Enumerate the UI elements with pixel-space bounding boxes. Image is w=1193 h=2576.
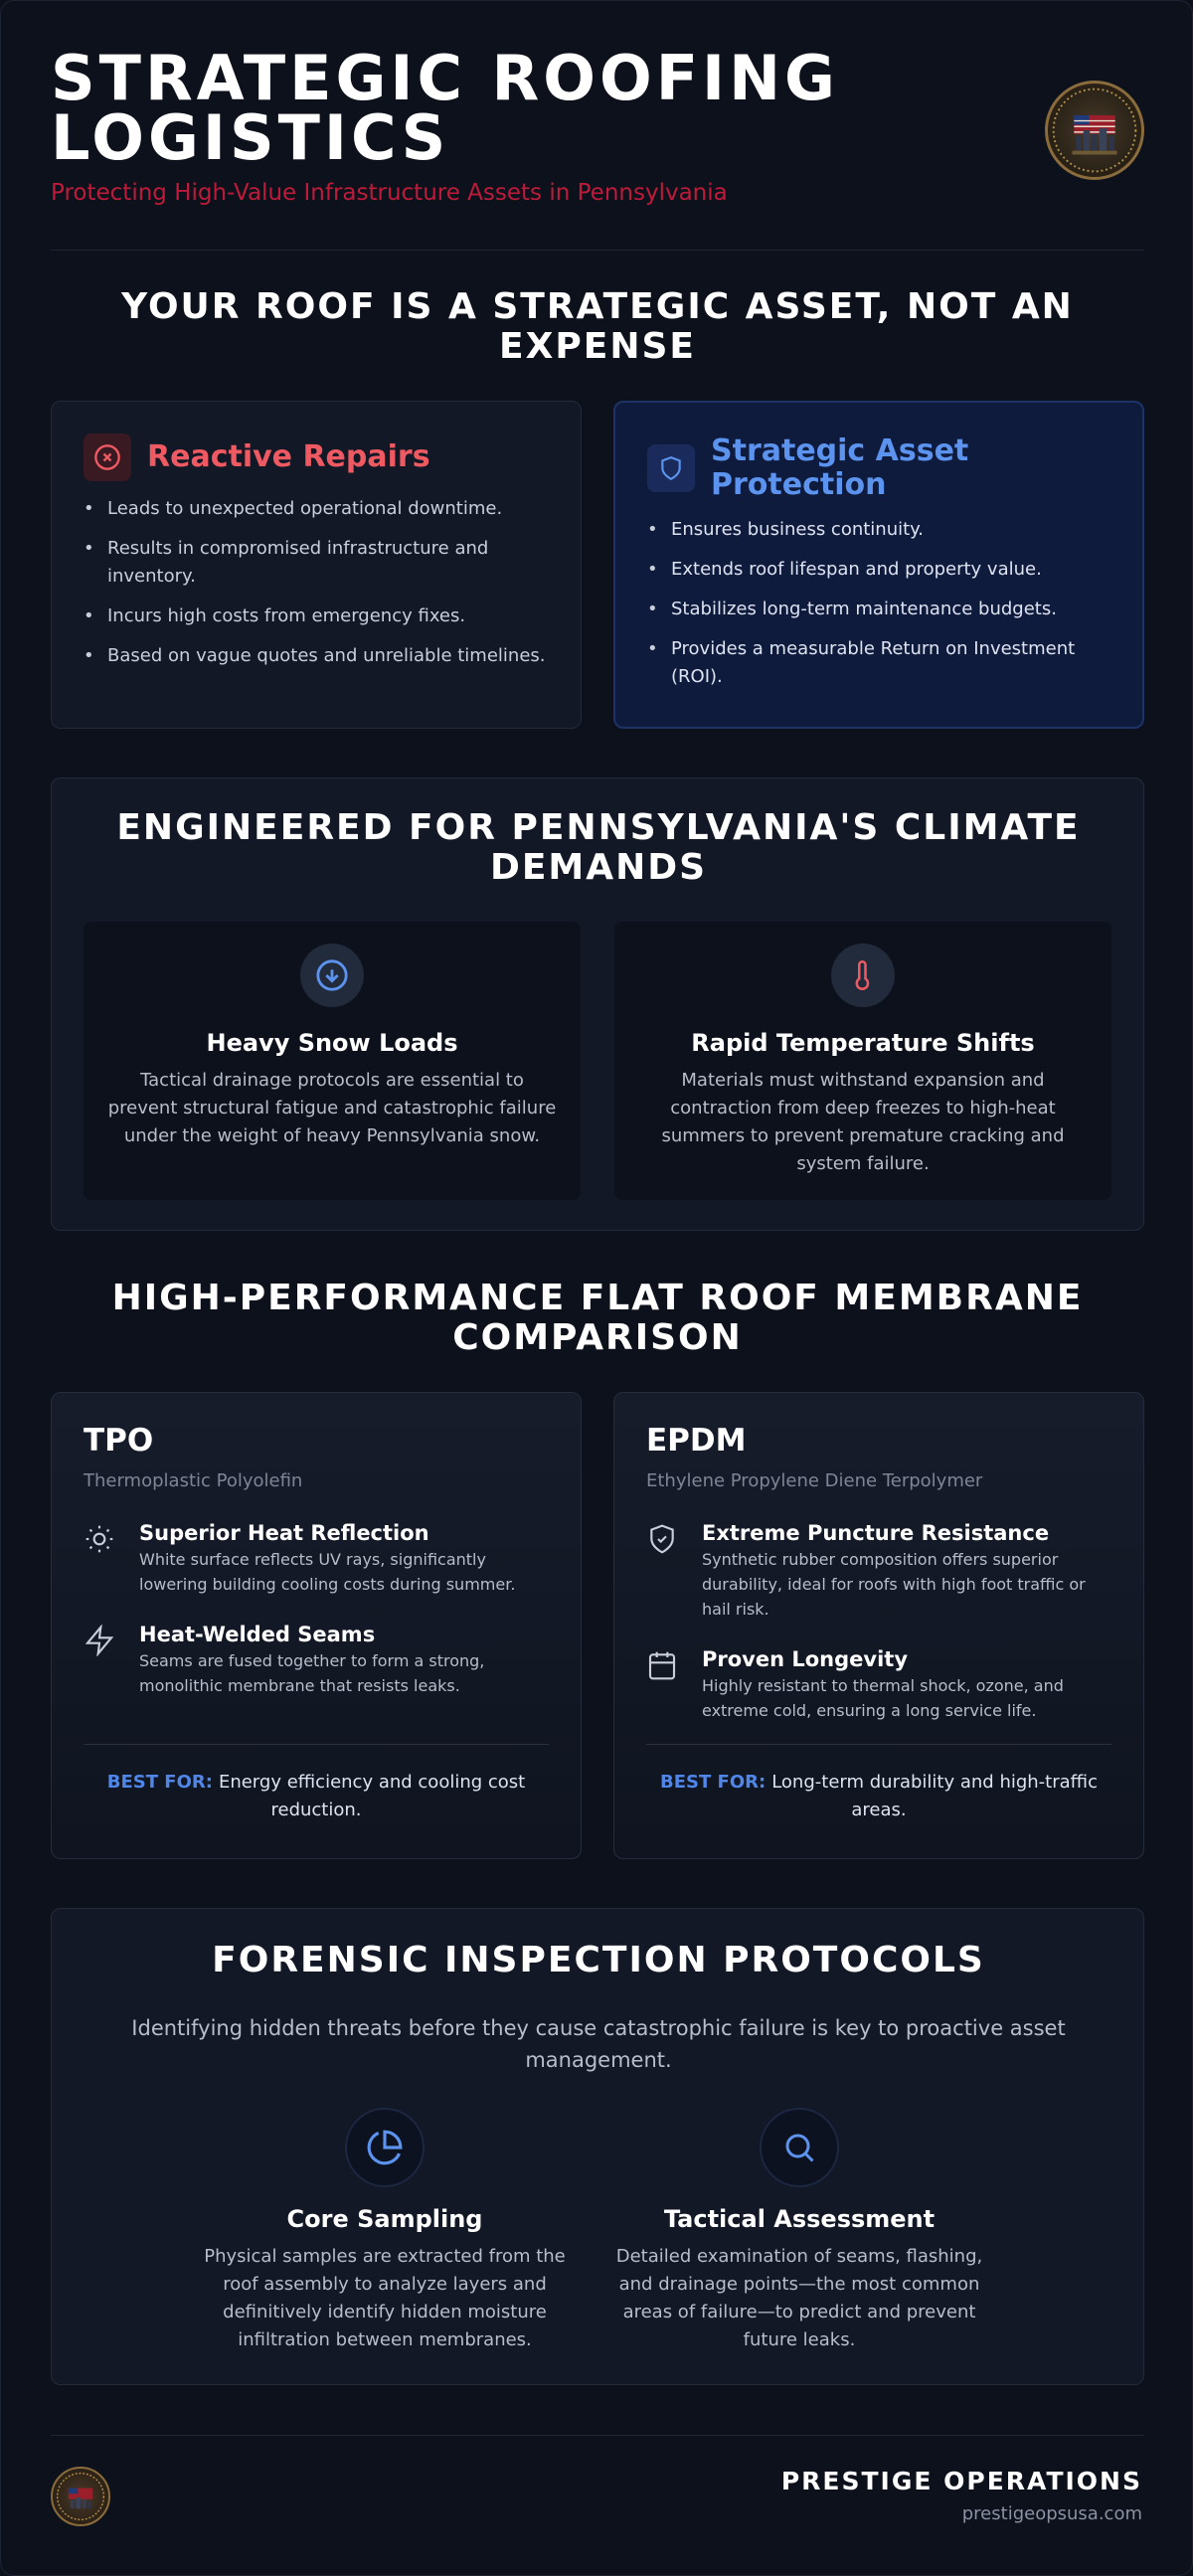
strategic-protection-list <box>647 516 1110 691</box>
tactical-assessment-text: Detailed examination of seams, flashing, and drainage points—the most common areas of failure—to predict and prevent future leaks. <box>615 2246 983 2350</box>
tpo-name: TPO <box>84 1423 154 1459</box>
tpo-full-name: Thermoplastic Polyolefin <box>84 1470 303 1491</box>
pie-chart-icon <box>345 2108 425 2187</box>
reactive-repairs-list <box>84 495 549 670</box>
best-for-label: BEST FOR: <box>106 1772 213 1793</box>
climate-section <box>51 777 1144 1231</box>
epdm-card <box>613 1392 1144 1859</box>
list-item: • Provides a measurable Return on Investment (ROI). <box>647 635 1110 691</box>
climate-section-title: ENGINEERED FOR PENNSYLVANIA'S CLIMATE DEMANDS <box>116 807 1081 888</box>
core-sampling-text: Physical samples are extracted from the roof assembly to analyze layers and definitively identify hidden moisture infiltration between membranes. <box>204 2246 566 2350</box>
divider <box>646 1744 1111 1745</box>
search-icon <box>760 2108 839 2187</box>
list-item: • Ensures business continuity. <box>647 516 1110 544</box>
x-circle-icon <box>84 433 131 481</box>
epdm-best-for <box>646 1769 1111 1824</box>
epdm-name: EPDM <box>646 1423 747 1459</box>
thermometer-icon <box>831 944 895 1007</box>
strategic-protection-card <box>613 401 1144 729</box>
page-subtitle: Protecting High-Value Infrastructure Assets in Pennsylvania <box>51 180 728 206</box>
company-logo-icon <box>51 2467 110 2526</box>
list-item: • Stabilizes long-term maintenance budgets. <box>647 596 1110 623</box>
feature-title: Proven Longevity <box>702 1647 909 1671</box>
tpo-card <box>51 1392 582 1859</box>
reactive-repairs-title: Reactive Repairs <box>147 439 430 474</box>
footer-divider <box>51 2435 1144 2436</box>
header-divider <box>51 250 1144 251</box>
feature-text: Synthetic rubber composition offers superior durability, ideal for roofs with high foot traffic or hail risk. <box>702 1550 1086 1619</box>
list-item: • Based on vague quotes and unreliable timelines. <box>84 642 549 670</box>
list-item: • Extends roof lifespan and property value. <box>647 556 1110 584</box>
epdm-full-name: Ethylene Propylene Diene Terpolymer <box>646 1470 983 1491</box>
core-sampling-title: Core Sampling <box>286 2205 483 2233</box>
asset-section-title: YOUR ROOF IS A STRATEGIC ASSET, NOT AN EXPENSE <box>121 286 1074 367</box>
forensic-intro: Identifying hidden threats before they cause catastrophic failure is key to proactive asset management. <box>131 2016 1066 2072</box>
footer-brand <box>781 2467 1142 2524</box>
best-for-text: Energy efficiency and cooling cost reduction. <box>218 1772 526 1820</box>
feature-text: Seams are fused together to form a strong, monolithic membrane that resists leaks. <box>139 1651 485 1695</box>
epdm-feature <box>646 1521 1111 1622</box>
company-seal-icon <box>1045 81 1144 180</box>
shield-check-icon <box>646 1521 682 1622</box>
best-for-text: Long-term durability and high-traffic areas. <box>771 1772 1098 1820</box>
sun-icon <box>84 1521 119 1597</box>
reactive-repairs-card <box>51 401 582 729</box>
brand-name: PRESTIGE OPERATIONS <box>780 2467 1142 2495</box>
feature-text: White surface reflects UV rays, significantly lowering building cooling costs during summer. <box>139 1550 516 1594</box>
list-item: • Results in compromised infrastructure and inventory. <box>84 535 549 591</box>
feature-title: Heat-Welded Seams <box>139 1623 376 1646</box>
tpo-feature <box>84 1521 549 1597</box>
feature-title: Extreme Puncture Resistance <box>702 1521 1050 1545</box>
lightning-icon <box>84 1623 119 1698</box>
tpo-feature <box>84 1623 549 1698</box>
feature-text: Highly resistant to thermal shock, ozone, and extreme cold, ensuring a long service life. <box>702 1676 1064 1720</box>
tactical-assessment-title: Tactical Assessment <box>663 2205 936 2233</box>
list-item: • Leads to unexpected operational downtime. <box>84 495 549 523</box>
forensic-section <box>51 1908 1144 2385</box>
snow-loads-text: Tactical drainage protocols are essential to prevent structural fatigue and catastrophic failure under the weight of heavy Pennsylvania snow. <box>107 1070 557 1146</box>
brand-url[interactable]: prestigeopsusa.com <box>961 2503 1142 2524</box>
membrane-section-title: HIGH-PERFORMANCE FLAT ROOF MEMBRANE COMPARISON <box>111 1278 1084 1358</box>
strategic-protection-title: Strategic Asset Protection <box>711 433 969 502</box>
list-item: • Incurs high costs from emergency fixes. <box>84 602 549 630</box>
temperature-shifts-card <box>614 922 1111 1200</box>
header <box>51 42 1144 208</box>
forensic-section-title: FORENSIC INSPECTION PROTOCOLS <box>212 1940 985 1980</box>
page-title: STRATEGIC ROOFING LOGISTICS <box>51 42 839 174</box>
temperature-shifts-text: Materials must withstand expansion and contraction from deep freezes to high-heat summers to prevent premature cracking and system failure. <box>661 1070 1065 1174</box>
shield-icon <box>647 444 695 492</box>
best-for-label: BEST FOR: <box>660 1772 767 1793</box>
tactical-assessment-card <box>610 2108 988 2354</box>
core-sampling-card <box>196 2108 574 2354</box>
temperature-shifts-title: Rapid Temperature Shifts <box>691 1029 1035 1057</box>
arrow-down-circle-icon <box>300 944 364 1007</box>
calendar-icon <box>646 1647 682 1723</box>
divider <box>84 1744 549 1745</box>
epdm-feature <box>646 1647 1111 1723</box>
tpo-best-for <box>84 1769 549 1824</box>
feature-title: Superior Heat Reflection <box>139 1521 429 1545</box>
snow-loads-card <box>84 922 581 1200</box>
snow-loads-title: Heavy Snow Loads <box>206 1029 458 1057</box>
